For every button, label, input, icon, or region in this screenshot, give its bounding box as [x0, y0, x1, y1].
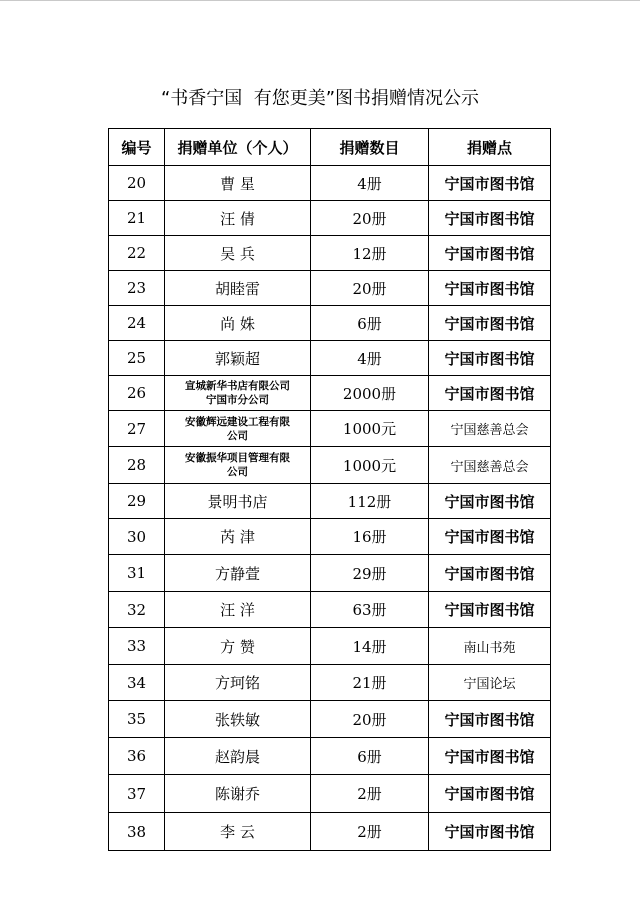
cell-place	[429, 519, 551, 555]
cell-amount-text: 20册	[352, 209, 387, 228]
cell-amount	[311, 738, 429, 775]
cell-number	[109, 447, 165, 484]
cell-amount	[311, 411, 429, 447]
cell-place	[429, 628, 551, 665]
cell-donor-text: 宣城新华书店有限公司 宁国市分公司	[185, 380, 290, 406]
cell-amount	[311, 306, 429, 341]
cell-donor-text: 方珂铭	[214, 674, 260, 692]
cell-number-text: 30	[126, 527, 147, 546]
cell-number	[109, 665, 165, 701]
cell-number-text: 21	[126, 209, 147, 227]
cell-amount	[311, 271, 429, 306]
cell-amount	[311, 201, 429, 236]
cell-place-text: 宁国市图书馆	[444, 349, 535, 368]
cell-amount-text: 2000册	[342, 384, 397, 403]
cell-donor-text: 李 云	[220, 823, 255, 841]
cell-amount	[311, 341, 429, 376]
cell-place-text: 宁国市图书馆	[444, 314, 535, 333]
cell-place-text: 宁国慈善总会	[450, 423, 529, 438]
cell-donor	[165, 592, 311, 628]
cell-amount-text: 14册	[352, 637, 387, 656]
table-row	[109, 411, 551, 447]
table-row	[109, 341, 551, 376]
table-header-row	[109, 129, 551, 166]
cell-number-text: 32	[126, 600, 147, 619]
cell-amount	[311, 236, 429, 271]
cell-number	[109, 376, 165, 411]
cell-place	[429, 376, 551, 411]
cell-number-text: 22	[126, 244, 147, 262]
cell-amount	[311, 166, 429, 201]
cell-number	[109, 555, 165, 592]
table-row	[109, 701, 551, 738]
cell-donor-text: 汪 倩	[220, 209, 255, 228]
cell-number-text: 28	[126, 456, 147, 474]
cell-amount	[311, 484, 429, 519]
cell-amount-text: 112册	[347, 492, 392, 511]
cell-amount-text: 4册	[357, 174, 382, 193]
cell-number	[109, 271, 165, 306]
cell-amount-text: 1000元	[342, 420, 397, 438]
cell-donor-text: 景明书店	[207, 492, 268, 511]
table-row	[109, 592, 551, 628]
table-row	[109, 236, 551, 271]
cell-donor	[165, 166, 311, 201]
cell-donor	[165, 738, 311, 775]
cell-donor-text: 安徽辉远建设工程有限 公司	[185, 415, 290, 442]
cell-donor	[165, 519, 311, 555]
cell-donor	[165, 628, 311, 665]
cell-number-text: 29	[126, 492, 147, 510]
cell-amount-text: 12册	[352, 244, 387, 263]
cell-donor-text: 汪 洋	[220, 601, 255, 619]
cell-place-text: 宁国论坛	[463, 677, 516, 692]
cell-place-text: 宁国市图书馆	[444, 384, 535, 403]
cell-number-text: 23	[126, 279, 147, 297]
cell-donor-text: 张轶敏	[214, 710, 260, 729]
table-row	[109, 447, 551, 484]
cell-donor	[165, 201, 311, 236]
cell-place-text: 宁国市图书馆	[444, 564, 535, 583]
cell-amount-text: 1000元	[342, 456, 397, 475]
cell-amount	[311, 628, 429, 665]
header-donor: 捐赠单位（个人）	[165, 129, 311, 166]
header-place: 捐赠点	[429, 129, 551, 166]
cell-place	[429, 775, 551, 813]
cell-place	[429, 555, 551, 592]
cell-place	[429, 738, 551, 775]
cell-donor	[165, 701, 311, 738]
cell-place-text: 宁国市图书馆	[444, 710, 535, 729]
header-amount: 捐赠数目	[311, 129, 429, 166]
cell-donor	[165, 665, 311, 701]
cell-donor-text: 赵韵晨	[214, 747, 260, 766]
cell-donor-text: 曹 星	[220, 174, 255, 193]
cell-amount-text: 63册	[352, 601, 387, 619]
donation-table	[108, 128, 551, 851]
cell-amount-text: 2册	[357, 785, 382, 803]
cell-number	[109, 775, 165, 813]
cell-number-text: 38	[126, 822, 147, 841]
cell-donor	[165, 555, 311, 592]
cell-amount	[311, 665, 429, 701]
cell-place-text: 南山书苑	[463, 640, 516, 656]
cell-number	[109, 166, 165, 201]
cell-place-text: 宁国市图书馆	[444, 747, 535, 766]
cell-number	[109, 813, 165, 851]
table-row	[109, 813, 551, 851]
cell-number-text: 20	[126, 174, 147, 192]
cell-donor-text: 尚 姝	[220, 314, 255, 333]
cell-number	[109, 519, 165, 555]
cell-number	[109, 411, 165, 447]
cell-donor	[165, 341, 311, 376]
cell-amount-text: 4册	[357, 349, 382, 368]
table-row	[109, 665, 551, 701]
table-row	[109, 519, 551, 555]
cell-number-text: 34	[126, 673, 147, 692]
table-row	[109, 376, 551, 411]
cell-amount	[311, 376, 429, 411]
cell-donor-text: 陈谢乔	[214, 785, 260, 803]
cell-amount-text: 6册	[357, 314, 382, 333]
cell-number	[109, 201, 165, 236]
table-row	[109, 738, 551, 775]
cell-place	[429, 341, 551, 376]
cell-number-text: 25	[126, 349, 147, 367]
cell-place-text: 宁国市图书馆	[444, 823, 535, 841]
page-top-rule	[0, 0, 640, 1]
cell-donor	[165, 813, 311, 851]
cell-amount	[311, 447, 429, 484]
cell-number	[109, 701, 165, 738]
cell-place	[429, 813, 551, 851]
table-row	[109, 201, 551, 236]
cell-donor-text: 芮 津	[220, 528, 255, 546]
header-number: 编号	[109, 129, 165, 166]
cell-place	[429, 166, 551, 201]
cell-amount-text: 2册	[357, 823, 382, 841]
cell-number-text: 24	[126, 314, 147, 332]
table-row	[109, 628, 551, 665]
cell-donor	[165, 236, 311, 271]
cell-place	[429, 484, 551, 519]
cell-amount-text: 20册	[352, 279, 387, 298]
cell-number	[109, 738, 165, 775]
table-row	[109, 271, 551, 306]
cell-amount-text: 6册	[357, 747, 382, 766]
cell-donor	[165, 447, 311, 484]
cell-donor	[165, 411, 311, 447]
cell-number-text: 37	[126, 784, 147, 803]
cell-place	[429, 201, 551, 236]
cell-donor-text: 吴 兵	[220, 244, 255, 263]
cell-place-text: 宁国市图书馆	[444, 244, 535, 263]
cell-place	[429, 665, 551, 701]
cell-number-text: 35	[126, 710, 147, 728]
cell-number-text: 27	[126, 419, 147, 438]
cell-amount	[311, 775, 429, 813]
cell-amount-text: 21册	[352, 674, 387, 692]
cell-number-text: 33	[126, 637, 147, 655]
cell-donor	[165, 271, 311, 306]
cell-donor-text: 方静萱	[214, 564, 260, 583]
cell-place	[429, 271, 551, 306]
cell-number-text: 26	[126, 384, 147, 402]
cell-amount	[311, 519, 429, 555]
cell-amount	[311, 592, 429, 628]
cell-amount-text: 16册	[352, 528, 387, 546]
cell-place-text: 宁国慈善总会	[450, 459, 529, 475]
cell-place-text: 宁国市图书馆	[444, 528, 535, 546]
table-row	[109, 555, 551, 592]
cell-amount-text: 29册	[352, 564, 387, 583]
cell-number	[109, 341, 165, 376]
cell-donor	[165, 484, 311, 519]
cell-donor	[165, 306, 311, 341]
document-title: “书香宁国 有您更美”图书捐赠情况公示	[160, 88, 480, 109]
cell-number	[109, 592, 165, 628]
cell-place-text: 宁国市图书馆	[444, 279, 535, 298]
cell-donor	[165, 775, 311, 813]
cell-place-text: 宁国市图书馆	[444, 785, 535, 803]
cell-place	[429, 447, 551, 484]
cell-place-text: 宁国市图书馆	[444, 209, 535, 228]
cell-donor-text: 安徽振华项目管理有限 公司	[185, 452, 290, 478]
cell-number	[109, 306, 165, 341]
cell-donor-text: 方 赞	[220, 637, 255, 656]
cell-amount-text: 20册	[352, 710, 387, 729]
cell-donor-text: 郭颖超	[214, 349, 260, 368]
table-row	[109, 775, 551, 813]
cell-number	[109, 628, 165, 665]
table-row	[109, 484, 551, 519]
cell-place	[429, 592, 551, 628]
cell-number-text: 31	[126, 564, 147, 582]
cell-place	[429, 411, 551, 447]
cell-number	[109, 484, 165, 519]
table-body	[109, 166, 551, 851]
cell-amount	[311, 555, 429, 592]
table-row	[109, 306, 551, 341]
cell-number-text: 36	[126, 747, 147, 765]
cell-amount	[311, 701, 429, 738]
cell-place-text: 宁国市图书馆	[444, 601, 535, 619]
cell-place	[429, 236, 551, 271]
cell-place-text: 宁国市图书馆	[444, 174, 535, 193]
cell-place	[429, 306, 551, 341]
cell-place-text: 宁国市图书馆	[444, 492, 535, 511]
cell-donor	[165, 376, 311, 411]
cell-amount	[311, 813, 429, 851]
cell-donor-text: 胡睦雷	[214, 279, 260, 298]
cell-number	[109, 236, 165, 271]
table-row	[109, 166, 551, 201]
cell-place	[429, 701, 551, 738]
